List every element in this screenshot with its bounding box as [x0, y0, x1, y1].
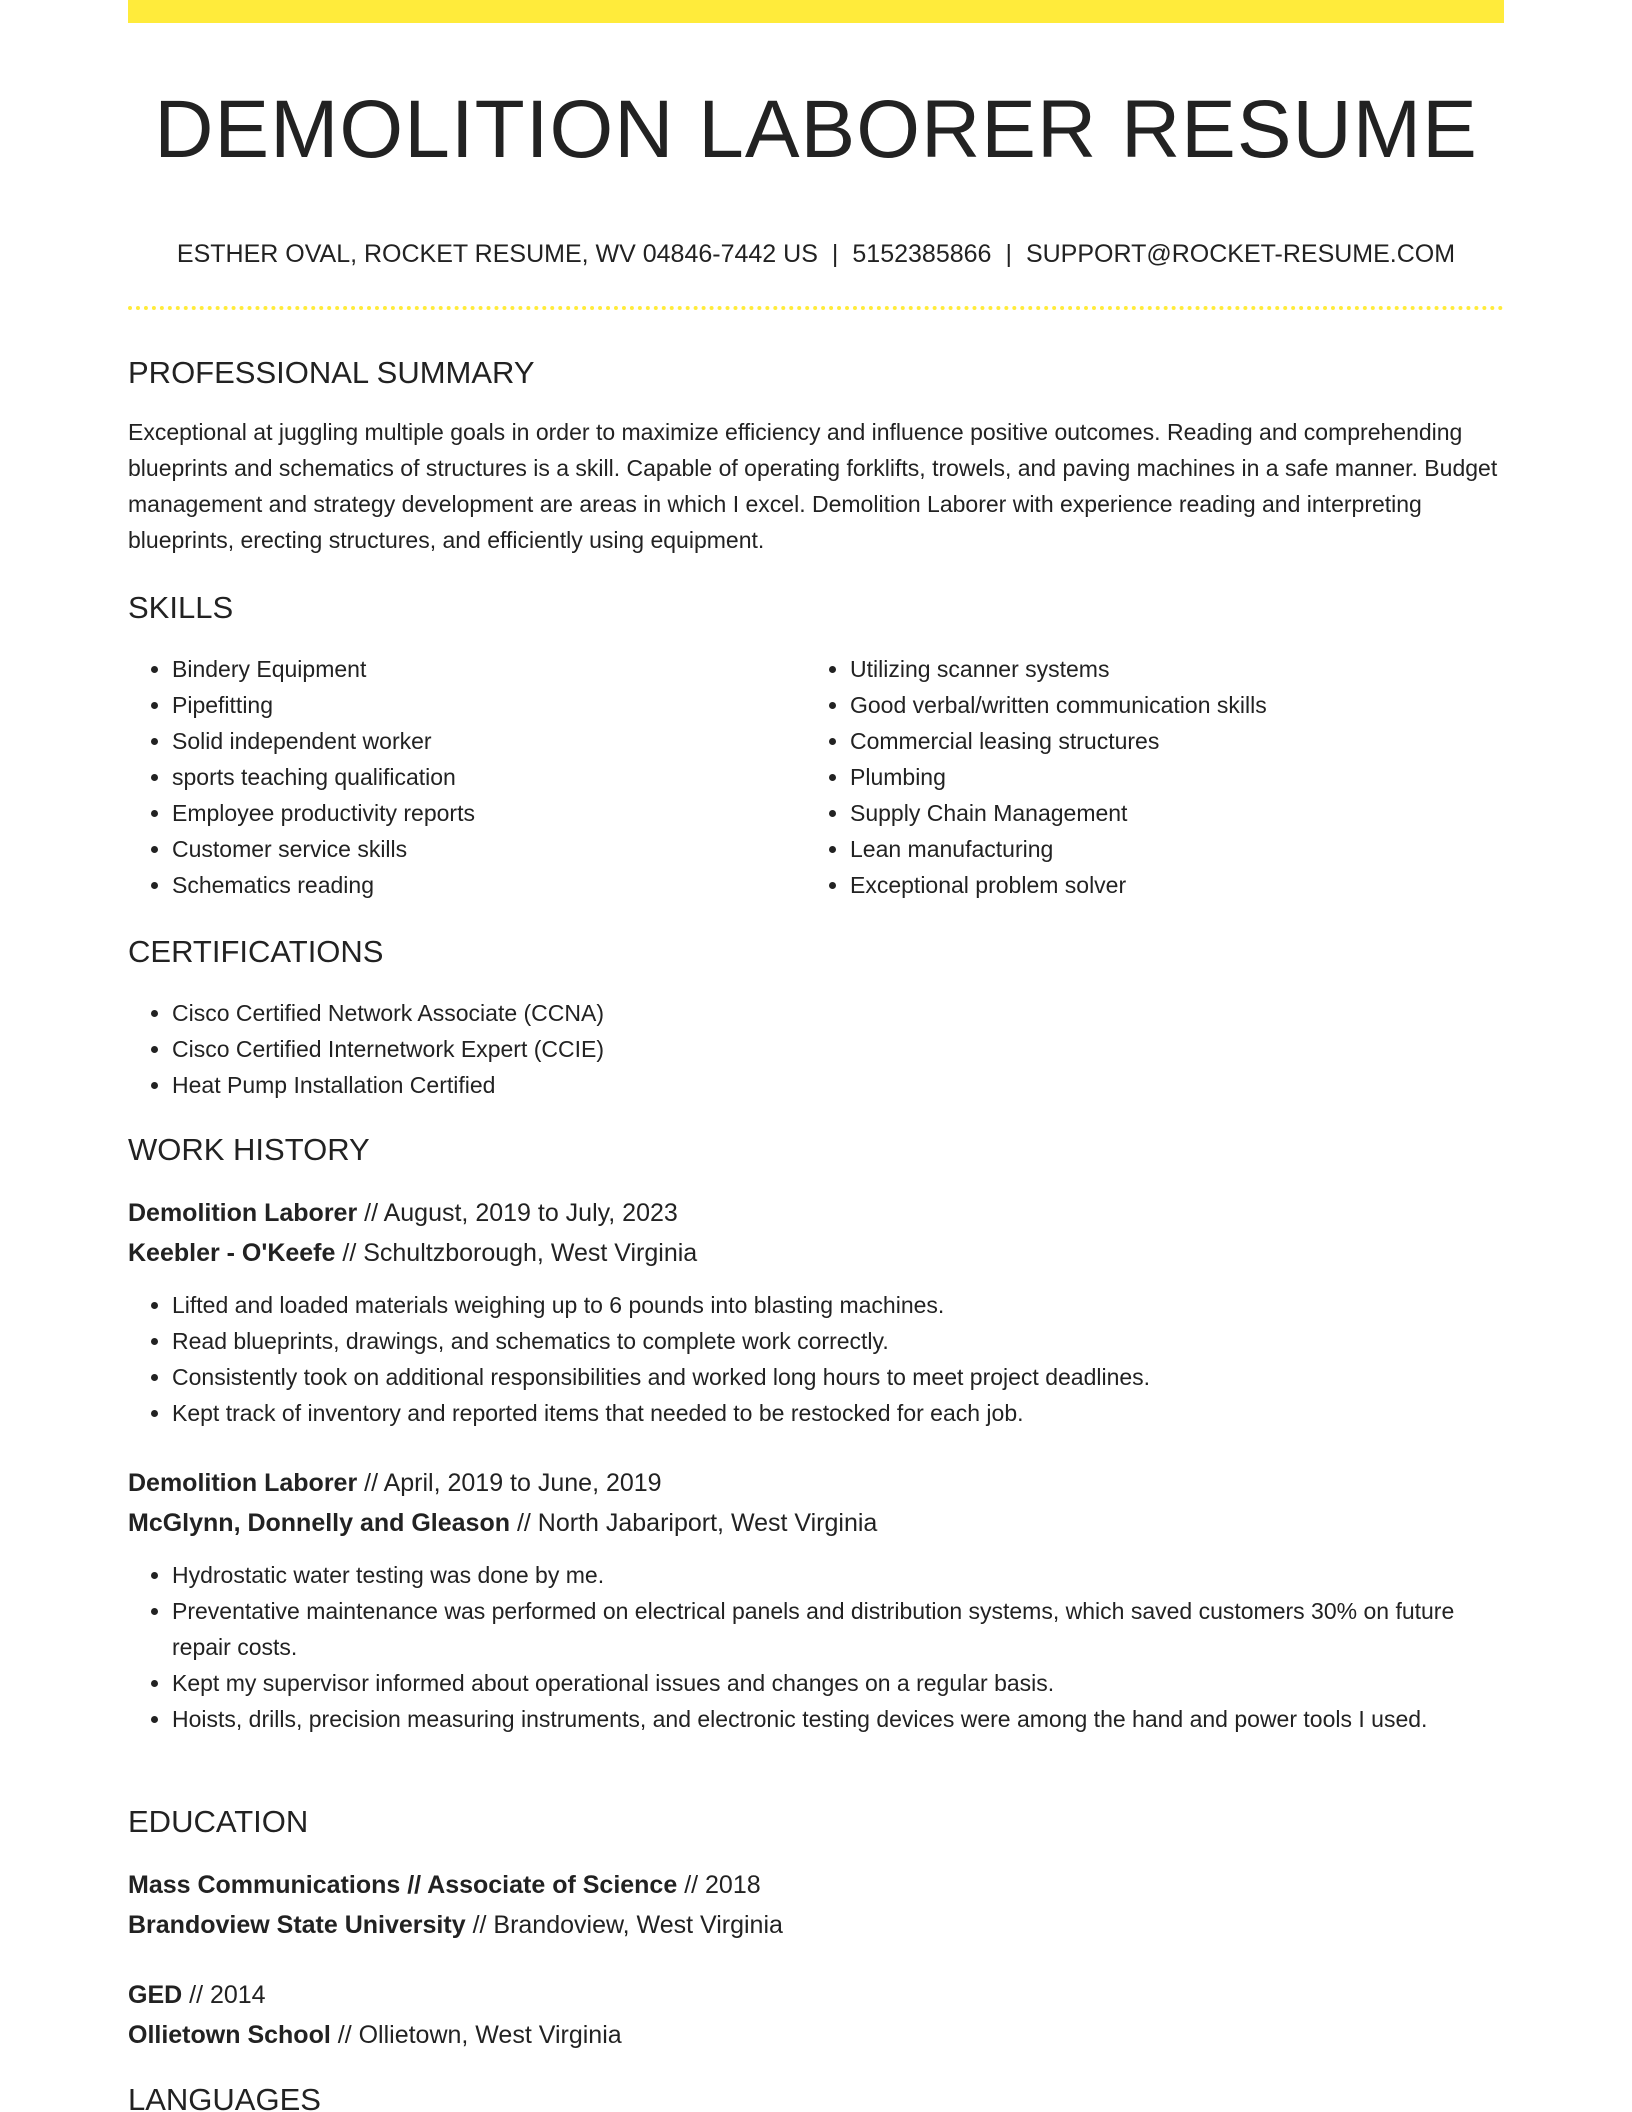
- education-degree: Mass Communications // Associate of Science: [128, 1871, 678, 1899]
- job-bullet: • Hoists, drills, precision measuring instruments, and electronic testing devices were among the hand and power tools I used.: [172, 1701, 1504, 1737]
- header-divider: [128, 306, 1504, 310]
- job-title-line: [128, 1463, 662, 1503]
- education-degree-line: [128, 1975, 266, 2015]
- job-dates: // August, 2019 to July, 2023: [357, 1199, 678, 1227]
- skills-list-right: [806, 651, 1540, 903]
- job-bullet: • Kept my supervisor informed about operational issues and changes on a regular basis.: [172, 1665, 1504, 1701]
- contact-phone: 5152385866: [852, 240, 992, 268]
- education-school: Ollietown School: [128, 2021, 331, 2049]
- skill-item: • Solid independent worker: [172, 723, 812, 759]
- certification-item: • Cisco Certified Network Associate (CCNA): [172, 995, 1504, 1031]
- resume-title: DEMOLITION LABORER RESUME: [154, 84, 1478, 175]
- job-bullets: [128, 1557, 1504, 1737]
- skill-item: • Employee productivity reports: [172, 795, 812, 831]
- job-bullet: • Hydrostatic water testing was done by me.: [172, 1557, 1504, 1593]
- certification-item: • Cisco Certified Internetwork Expert (CCIE): [172, 1031, 1504, 1067]
- skill-item: • Supply Chain Management: [850, 795, 1540, 831]
- skill-item: • Utilizing scanner systems: [850, 651, 1540, 687]
- contact-line: [128, 236, 1504, 272]
- job-title: Demolition Laborer: [128, 1469, 358, 1497]
- skill-item: • Schematics reading: [172, 867, 812, 903]
- education-degree-line: [128, 1865, 761, 1905]
- summary-text: Exceptional at juggling multiple goals in order to maximize efficiency and influence positive outcomes. Reading and comprehending blueprints and schematics of structures is a skill. Capable of operating forklifts, trowels, and paving machines in a safe manner. Budget management and strategy development are areas in which I excel. Demolition Laborer with experience reading and interpreting blueprints, erecting structures, and efficiently using equipment.: [128, 419, 1498, 553]
- job-title-line: [128, 1193, 678, 1233]
- education-heading: EDUCATION: [128, 1804, 309, 1839]
- summary-heading: PROFESSIONAL SUMMARY: [128, 355, 535, 390]
- skill-item: • Exceptional problem solver: [850, 867, 1540, 903]
- contact-separator: |: [1005, 240, 1012, 268]
- job-bullet: • Lifted and loaded materials weighing up to 6 pounds into blasting machines.: [172, 1287, 1504, 1323]
- certification-item: • Heat Pump Installation Certified: [172, 1067, 1504, 1103]
- job-bullet: • Kept track of inventory and reported items that needed to be restocked for each job.: [172, 1395, 1504, 1431]
- job-bullets: [128, 1287, 1504, 1431]
- job-company-line: [128, 1503, 877, 1543]
- education-location: // Brandoview, West Virginia: [465, 1911, 783, 1939]
- job-bullet: • Read blueprints, drawings, and schematics to complete work correctly.: [172, 1323, 1504, 1359]
- contact-address: ESTHER OVAL, ROCKET RESUME, WV 04846-7442 US: [176, 240, 818, 268]
- education-school-line: [128, 1905, 783, 1945]
- education-location: // Ollietown, West Virginia: [330, 2021, 622, 2049]
- education-degree: GED: [128, 1981, 183, 2009]
- skill-item: • Commercial leasing structures: [850, 723, 1540, 759]
- contact-separator: |: [831, 240, 839, 268]
- skills-heading: SKILLS: [128, 590, 234, 625]
- skill-item: • Customer service skills: [172, 831, 812, 867]
- skill-item: • Lean manufacturing: [850, 831, 1540, 867]
- certifications-list: [128, 995, 1504, 1103]
- skill-item: • Plumbing: [850, 759, 1540, 795]
- accent-top-bar: [128, 0, 1504, 23]
- job-company: Keebler - O'Keefe: [128, 1239, 336, 1267]
- job-dates: // April, 2019 to June, 2019: [357, 1469, 662, 1497]
- education-year: // 2018: [677, 1871, 761, 1899]
- skill-item: • Good verbal/written communication skills: [850, 687, 1540, 723]
- education-school: Brandoview State University: [128, 1911, 466, 1939]
- job-location: // Schultzborough, West Virginia: [335, 1239, 698, 1267]
- work-history-heading: WORK HISTORY: [128, 1132, 370, 1167]
- education-year: // 2014: [182, 1981, 266, 2009]
- education-school-line: [128, 2015, 622, 2055]
- job-bullet: • Consistently took on additional responsibilities and worked long hours to meet project deadlines.: [172, 1359, 1504, 1395]
- certifications-heading: CERTIFICATIONS: [128, 934, 384, 969]
- skill-item: • sports teaching qualification: [172, 759, 812, 795]
- job-location: // North Jabariport, West Virginia: [510, 1509, 878, 1537]
- job-company-line: [128, 1233, 697, 1273]
- job-title: Demolition Laborer: [128, 1199, 358, 1227]
- languages-heading: LANGUAGES: [128, 2082, 321, 2112]
- job-company: McGlynn, Donnelly and Gleason: [128, 1509, 511, 1537]
- job-bullet: • Preventative maintenance was performed on electrical panels and distribution systems, which saved customers 30% on future repair costs.: [172, 1593, 1504, 1665]
- skills-list-left: [128, 651, 812, 903]
- skill-item: • Bindery Equipment: [172, 651, 812, 687]
- contact-email: SUPPORT@ROCKET-RESUME.COM: [1025, 240, 1456, 268]
- skill-item: • Pipefitting: [172, 687, 812, 723]
